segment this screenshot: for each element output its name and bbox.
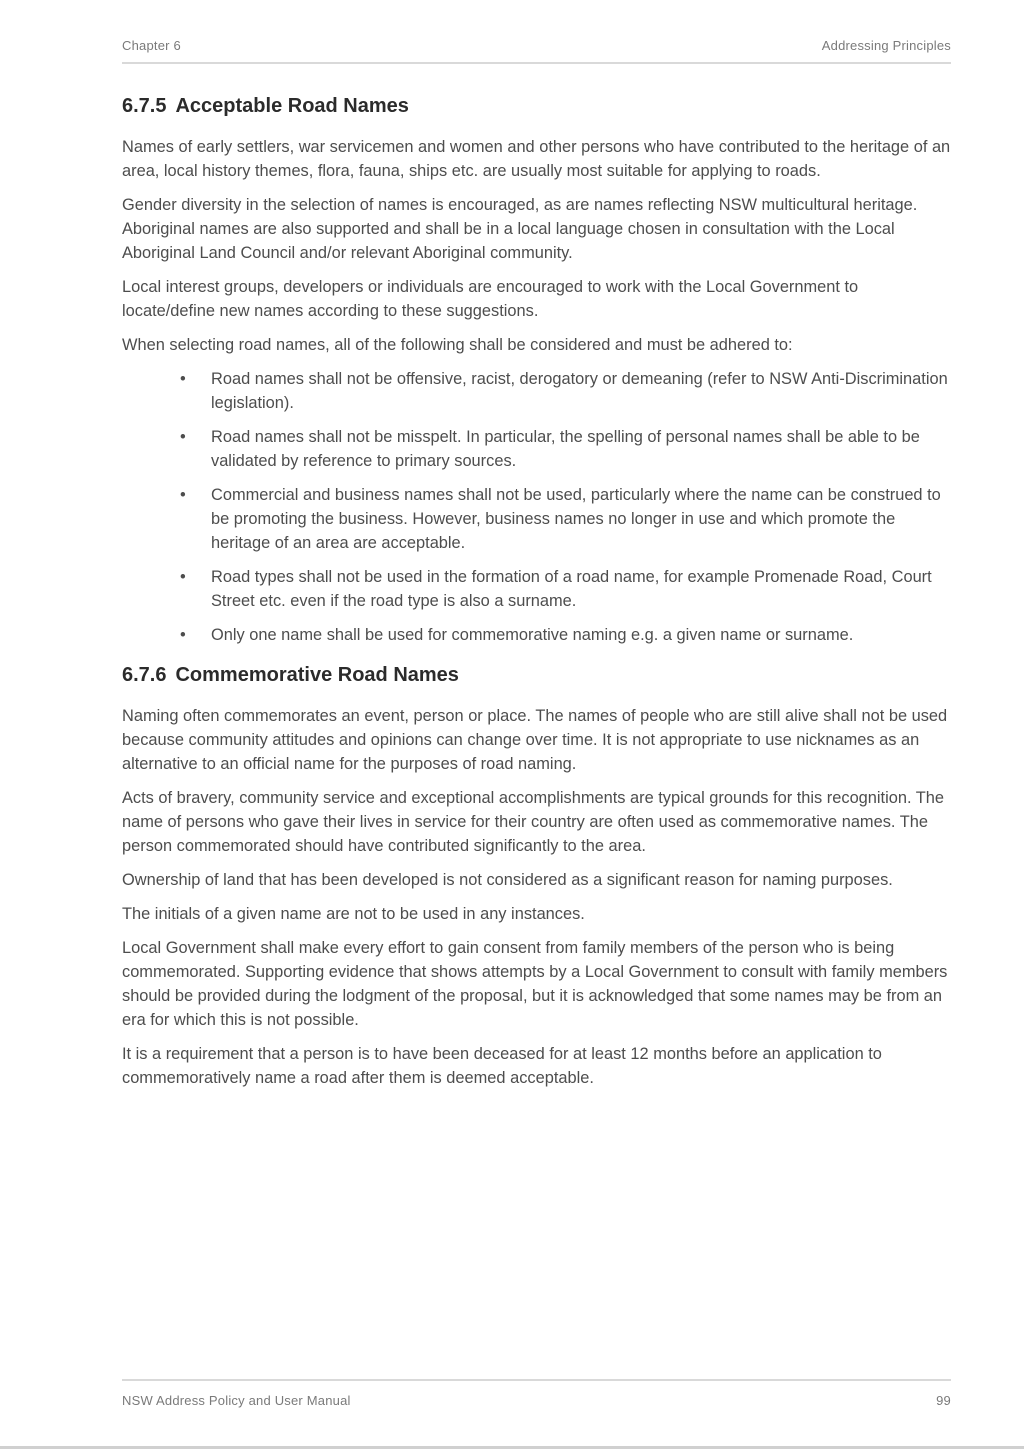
page-header	[122, 38, 951, 64]
list-item-text: Commercial and business names shall not be used, particularly where the name can be construed to be promoting the business. However, business names no longer in use and which promote the heritage of an area are acceptable.	[211, 486, 941, 552]
list-item-text: Road names shall not be misspelt. In particular, the spelling of personal names shall be able to be validated by reference to primary sources.	[211, 428, 920, 470]
paragraph: Gender diversity in the selection of names is encouraged, as are names reflecting NSW multicultural heritage. Aboriginal names are also supported and shall be in a local language chosen in consultation with the Local Aboriginal Land Council and/or relevant Aboriginal community.	[122, 196, 918, 262]
paragraph: Names of early settlers, war servicemen and women and other persons who have contributed to the heritage of an area, local history themes, flora, fauna, ships etc. are usually most suitable for applying to roads.	[122, 138, 951, 180]
list-item-text: Road types shall not be used in the formation of a road name, for example Promenade Road, Court Street etc. even if the road type is also a surname.	[211, 568, 932, 610]
section-acceptable-road-names	[122, 92, 951, 647]
page-content	[122, 92, 951, 1100]
paragraph: It is a requirement that a person is to have been deceased for at least 12 months before an application to commemoratively name a road after them is deemed acceptable.	[122, 1045, 882, 1087]
bullet-list	[122, 367, 951, 647]
document-title: NSW Address Policy and User Manual	[122, 1393, 351, 1408]
section-heading	[122, 661, 951, 689]
bullet-icon: •	[180, 370, 186, 388]
paragraph: Acts of bravery, community service and exceptional accomplishments are typical grounds for this recognition. The name of persons who gave their lives in service for their country are often used as commemorative names. The person commemorated should have contributed significantly to the area.	[122, 789, 945, 855]
list-item	[122, 565, 951, 613]
paragraph: Naming often commemorates an event, person or place. The names of people who are still alive shall not be used because community attitudes and opinions can change over time. It is not appropriate to use nicknames as an alternative to an official name for the purposes of road naming.	[122, 707, 948, 773]
section-number: 6.7.6	[122, 664, 167, 686]
list-item	[122, 483, 951, 555]
bullet-icon: •	[180, 568, 186, 586]
section-commemorative-road-names	[122, 661, 951, 1090]
paragraph: Ownership of land that has been developed is not considered as a significant reason for naming purposes.	[122, 871, 893, 889]
paragraph: The initials of a given name are not to be used in any instances.	[122, 905, 585, 923]
list-item-text: Road names shall not be offensive, racist, derogatory or demeaning (refer to NSW Anti-Discrimination legislation).	[211, 370, 948, 412]
page-footer	[122, 1379, 951, 1408]
list-item	[122, 623, 951, 647]
bullet-icon: •	[180, 626, 186, 644]
list-item	[122, 425, 951, 473]
bullet-icon: •	[180, 428, 186, 446]
bullet-icon: •	[180, 486, 186, 504]
paragraph: Local Government shall make every effort to gain consent from family members of the person who is being commemorated. Supporting evidence that shows attempts by a Local Government to consult with family members should be provided during the lodgment of the proposal, but it is acknowledged that some names may be from an era for which this is not possible.	[122, 939, 948, 1029]
chapter-label: Chapter 6	[122, 38, 181, 53]
section-number: 6.7.5	[122, 95, 167, 117]
list-item	[122, 367, 951, 415]
paragraph: Local interest groups, developers or individuals are encouraged to work with the Local Government to locate/define new names according to these suggestions.	[122, 278, 859, 320]
header-section-title: Addressing Principles	[821, 38, 951, 53]
page-number: 99	[936, 1393, 951, 1408]
section-heading	[122, 92, 951, 120]
list-item-text: Only one name shall be used for commemorative naming e.g. a given name or surname.	[211, 626, 854, 644]
section-title: Acceptable Road Names	[175, 95, 409, 117]
section-title: Commemorative Road Names	[175, 664, 459, 686]
paragraph: When selecting road names, all of the following shall be considered and must be adhered to:	[122, 336, 793, 354]
